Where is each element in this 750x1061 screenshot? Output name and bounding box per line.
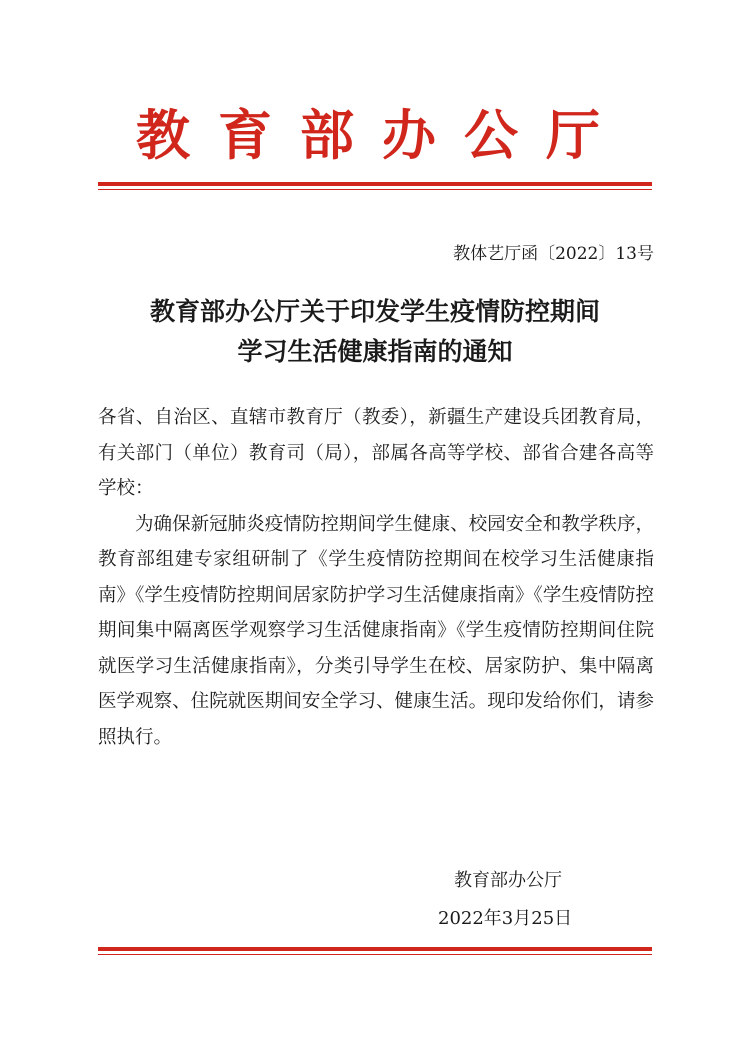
body-paragraph: 为确保新冠肺炎疫情防控期间学生健康、校园安全和教学秩序，教育部组建专家组研制了《学生疫情防控期间在校学习生活健康指南》《学生疫情防控期间居家防护学习生活健康指南》《学生疫情防控期间集中隔离医学观察学习生活健康指南》《学生疫情防控期间住院就医学习生活健康指南》，分类引导学生在校、居家防护、集中隔离医学观察、住院就医期间安全学习、健康生活。现印发给你们，请参照执行。 bbox=[98, 513, 654, 748]
footer-rule-thin bbox=[98, 954, 652, 955]
notice-title-line-2: 学习生活健康指南的通知 bbox=[237, 337, 513, 366]
salutation: 各省、自治区、直辖市教育厅（教委），新疆生产建设兵团教育局，有关部门（单位）教育司（局），部属各高等学校、部省合建各高等学校： bbox=[98, 407, 654, 499]
letterhead-rule-thin bbox=[98, 189, 652, 190]
signature-date: 2022年3月25日 bbox=[438, 908, 573, 929]
signature-organization: 教育部办公厅 bbox=[454, 870, 562, 891]
signature-block bbox=[420, 862, 640, 938]
footer-rule-thick bbox=[98, 947, 652, 951]
letterhead-title: 教育部办公厅 bbox=[136, 103, 628, 167]
document-body bbox=[98, 400, 654, 755]
notice-title bbox=[0, 292, 750, 372]
notice-title-line-1: 教育部办公厅关于印发学生疫情防控期间 bbox=[149, 297, 600, 326]
document-number: 教体艺厅函〔2022〕13号 bbox=[453, 244, 654, 264]
letterhead-rule-thick bbox=[98, 182, 652, 186]
